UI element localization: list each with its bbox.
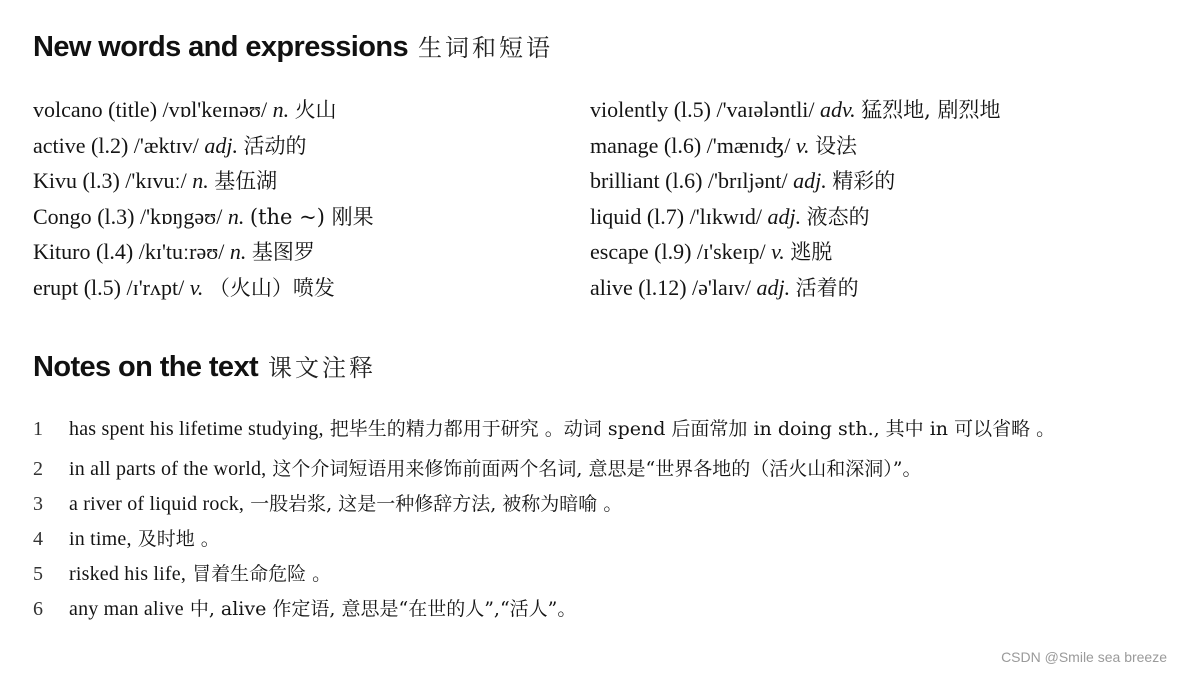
- vocab-gloss: (the ~) 刚果: [249, 204, 374, 229]
- note-phrase: in all parts of the world,: [69, 458, 267, 480]
- vocab-gloss: 逃脱: [790, 240, 833, 265]
- section-heading-words: [33, 28, 553, 64]
- vocab-line-ref: (l.4): [95, 239, 134, 265]
- vocab-list-right: [590, 92, 1001, 306]
- note-body: [69, 413, 1163, 446]
- note-item: [33, 558, 1163, 591]
- heading-notes-cn: 课文注释: [268, 354, 377, 382]
- vocab-entry: [33, 163, 374, 199]
- vocab-phonetic: /vɒl'keɪnəʊ/: [162, 97, 268, 122]
- watermark: CSDN @Smile sea breeze: [1001, 649, 1167, 665]
- vocab-gloss: 基伍湖: [214, 169, 278, 194]
- note-number: 1: [33, 418, 43, 440]
- vocab-entry: [590, 128, 1001, 164]
- vocab-pos: n.: [229, 239, 247, 265]
- note-item: [33, 453, 1163, 486]
- vocab-word: active: [33, 132, 86, 158]
- note-body: [69, 488, 1163, 521]
- vocab-word: Kituro: [33, 239, 91, 265]
- vocab-gloss: 精彩的: [832, 169, 896, 194]
- vocab-pos: v.: [795, 132, 810, 158]
- note-explanation: 把毕生的精力都用于研究 。动词 spend 后面常加 in doing sth., 其中 in 可以省略 。: [323, 418, 1056, 440]
- note-explanation: 这个介词短语用来修饰前面两个名词, 意思是“世界各地的（活火山和深洞）”。: [266, 458, 922, 480]
- vocab-gloss: 活着的: [795, 275, 859, 300]
- vocab-gloss: 基图罗: [251, 240, 315, 265]
- vocab-gloss: 火山: [294, 98, 337, 122]
- vocab-phonetic: /'mænɪʤ/: [706, 132, 791, 158]
- vocab-list-left: [33, 92, 374, 306]
- vocab-phonetic: /'æktɪv/: [133, 132, 199, 158]
- vocab-line-ref: (l.5): [83, 274, 121, 300]
- note-number: 2: [33, 458, 43, 480]
- vocab-line-ref: (l.6): [665, 168, 703, 194]
- note-explanation: 冒着生命危险 。: [186, 563, 332, 585]
- note-item: [33, 413, 1163, 446]
- note-body: [69, 523, 1163, 556]
- vocab-line-ref: (l.5): [673, 97, 711, 122]
- vocab-entry: [33, 270, 374, 306]
- vocab-line-ref: (l.7): [646, 203, 685, 229]
- note-number: 5: [33, 563, 43, 585]
- vocab-line-ref: (l.3): [82, 168, 120, 194]
- vocab-gloss: 设法: [814, 133, 857, 158]
- vocab-pos: adj.: [793, 168, 827, 194]
- note-item: [33, 593, 1163, 626]
- vocab-phonetic: /ə'laɪv/: [692, 274, 751, 300]
- vocab-word: Congo: [33, 203, 92, 229]
- note-explanation: 及时地 。: [131, 528, 220, 550]
- heading-notes-en: Notes on the text: [33, 351, 259, 383]
- vocab-line-ref: (title): [108, 97, 158, 122]
- vocab-word: manage: [590, 132, 659, 158]
- vocab-phonetic: /'kɒŋgəʊ/: [139, 203, 223, 229]
- note-item: [33, 488, 1163, 521]
- vocab-pos: n.: [192, 168, 209, 194]
- note-number: 6: [33, 598, 43, 620]
- note-body: [69, 593, 1163, 626]
- vocab-word: volcano: [33, 97, 103, 122]
- vocab-entry: [590, 234, 1001, 270]
- vocab-pos: n.: [272, 97, 290, 122]
- vocab-phonetic: /'brɪljənt/: [707, 168, 788, 194]
- vocab-line-ref: (l.2): [91, 132, 129, 158]
- vocab-phonetic: /'kɪvuː/: [125, 168, 187, 194]
- vocab-word: violently: [590, 97, 669, 122]
- vocab-phonetic: /ɪ'rʌpt/: [126, 274, 185, 300]
- vocab-pos: n.: [227, 203, 245, 229]
- vocab-entry: [590, 163, 1001, 199]
- vocab-word: Kivu: [33, 168, 77, 194]
- vocab-pos: adj.: [204, 132, 239, 158]
- vocab-pos: v.: [189, 274, 204, 300]
- vocab-gloss: 活动的: [243, 133, 307, 158]
- vocab-entry: [590, 92, 1001, 128]
- vocab-entry: [590, 270, 1001, 306]
- vocab-pos: adv.: [820, 97, 856, 122]
- note-explanation: 中, alive 作定语, 意思是“在世的人”,“活人”。: [183, 598, 577, 620]
- vocab-phonetic: /ɪ'skeɪp/: [696, 239, 766, 265]
- note-phrase: any man alive: [69, 598, 184, 620]
- heading-words-cn: 生词和短语: [418, 34, 554, 62]
- vocab-line-ref: (l.3): [97, 203, 135, 229]
- note-phrase: in time,: [69, 528, 132, 550]
- notes-list: [33, 413, 1163, 626]
- section-heading-notes: [33, 348, 376, 384]
- vocab-phonetic: /'vaɪələntli/: [716, 97, 815, 122]
- vocab-pos: v.: [771, 239, 785, 265]
- vocab-word: brilliant: [590, 168, 660, 194]
- note-body: [69, 453, 1163, 486]
- note-phrase: risked his life,: [69, 563, 187, 585]
- note-body: [69, 558, 1163, 591]
- vocab-line-ref: (l.9): [654, 239, 692, 265]
- vocab-entry: [33, 128, 374, 164]
- note-item: [33, 523, 1163, 556]
- note-phrase: has spent his lifetime studying,: [69, 418, 324, 440]
- note-number: 4: [33, 528, 43, 550]
- vocab-phonetic: /'lɪkwɪd/: [689, 203, 763, 229]
- vocab-gloss: （火山）喷发: [208, 275, 335, 300]
- vocab-entry: [33, 199, 374, 235]
- note-phrase: a river of liquid rock,: [69, 493, 245, 515]
- vocab-gloss: 猛烈地, 剧烈地: [861, 98, 1001, 122]
- vocab-word: liquid: [590, 203, 642, 229]
- vocab-entry: [33, 92, 374, 128]
- note-number: 3: [33, 493, 43, 515]
- vocab-pos: adj.: [767, 203, 802, 229]
- note-explanation: 一股岩浆, 这是一种修辞方法, 被称为暗喻 。: [244, 493, 623, 515]
- vocab-line-ref: (l.6): [663, 132, 702, 158]
- vocab-word: alive: [590, 274, 633, 300]
- vocab-entry: [590, 199, 1001, 235]
- vocab-line-ref: (l.12): [638, 274, 687, 300]
- vocab-word: escape: [590, 239, 649, 265]
- vocab-pos: adj.: [756, 274, 791, 300]
- heading-words-en: New words and expressions: [33, 31, 409, 63]
- vocab-phonetic: /kɪ'tuːrəʊ/: [138, 239, 225, 265]
- vocab-entry: [33, 234, 374, 270]
- vocab-gloss: 液态的: [806, 204, 870, 229]
- vocab-word: erupt: [33, 274, 79, 300]
